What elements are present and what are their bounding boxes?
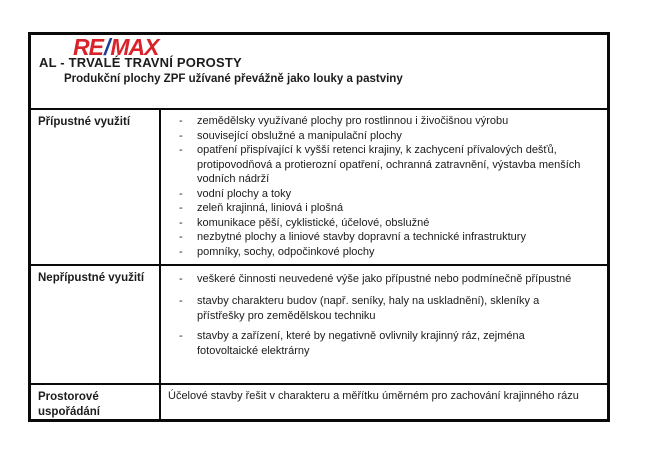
remax-logo	[73, 35, 607, 60]
list-item: - zemědělsky využívané plochy pro rostlinnou i živočišnou výrobu	[161, 114, 599, 129]
list-item: - pomníky, sochy, odpočinkové plochy	[161, 245, 599, 260]
row-label-pripustne-vyuziti: Přípustné využití	[31, 108, 159, 264]
page-title: AL - TRVALÉ TRAVNÍ POROSTY	[39, 55, 242, 70]
page-subtitle: Produkční plochy ZPF užívané převážně jako louky a pastviny	[64, 73, 403, 85]
list-item: - komunikace pěší, cyklistické, účelové, obslužné	[161, 216, 599, 231]
row-label-nepripustne-vyuziti: Nepřípustné využití	[31, 264, 159, 383]
list-item: - vodní plochy a toky	[161, 187, 599, 202]
logo-slash-icon: /	[103, 35, 110, 60]
list-item: - veškeré činnosti neuvedené výše jako přípustné nebo podmínečně přípustné	[161, 270, 581, 289]
pripustne-list	[161, 110, 607, 259]
row-content-prostorove-usporadani	[159, 383, 607, 419]
row-content-nepripustne-vyuziti	[159, 264, 607, 383]
row-label-prostorove-usporadani: Prostorové uspořádání	[31, 383, 159, 419]
list-item: - opatření přispívající k vyšší retenci krajiny, k zachycení přívalových dešťů, protipovodňová a protierozní opatření, ochranná zatravnění, výstavba menších vodních nádrží	[161, 143, 599, 187]
logo-re: RE	[73, 35, 103, 60]
land-use-table	[28, 32, 610, 422]
prostorove-text: Účelové stavby řešit v charakteru a měřítku úměrném pro zachování krajinného rázu	[168, 390, 579, 402]
table-header-cell	[31, 35, 607, 108]
list-item: - nezbytné plochy a liniové stavby dopravní a technické infrastruktury	[161, 230, 599, 245]
nepripustne-list	[161, 266, 607, 359]
list-item: - stavby charakteru budov (např. seníky, haly na uskladnění), skleníky a přístřešky pro zemědělskou techniku	[161, 294, 581, 324]
logo-max: MAX	[110, 35, 159, 60]
list-item: - zeleň krajinná, liniová i plošná	[161, 201, 599, 216]
list-item: - související obslužné a manipulační plochy	[161, 129, 599, 144]
row-content-pripustne-vyuziti	[159, 108, 607, 264]
list-item: - stavby a zařízení, které by negativně ovlivnily krajinný ráz, zejména fotovoltaické elektrárny	[161, 329, 581, 359]
